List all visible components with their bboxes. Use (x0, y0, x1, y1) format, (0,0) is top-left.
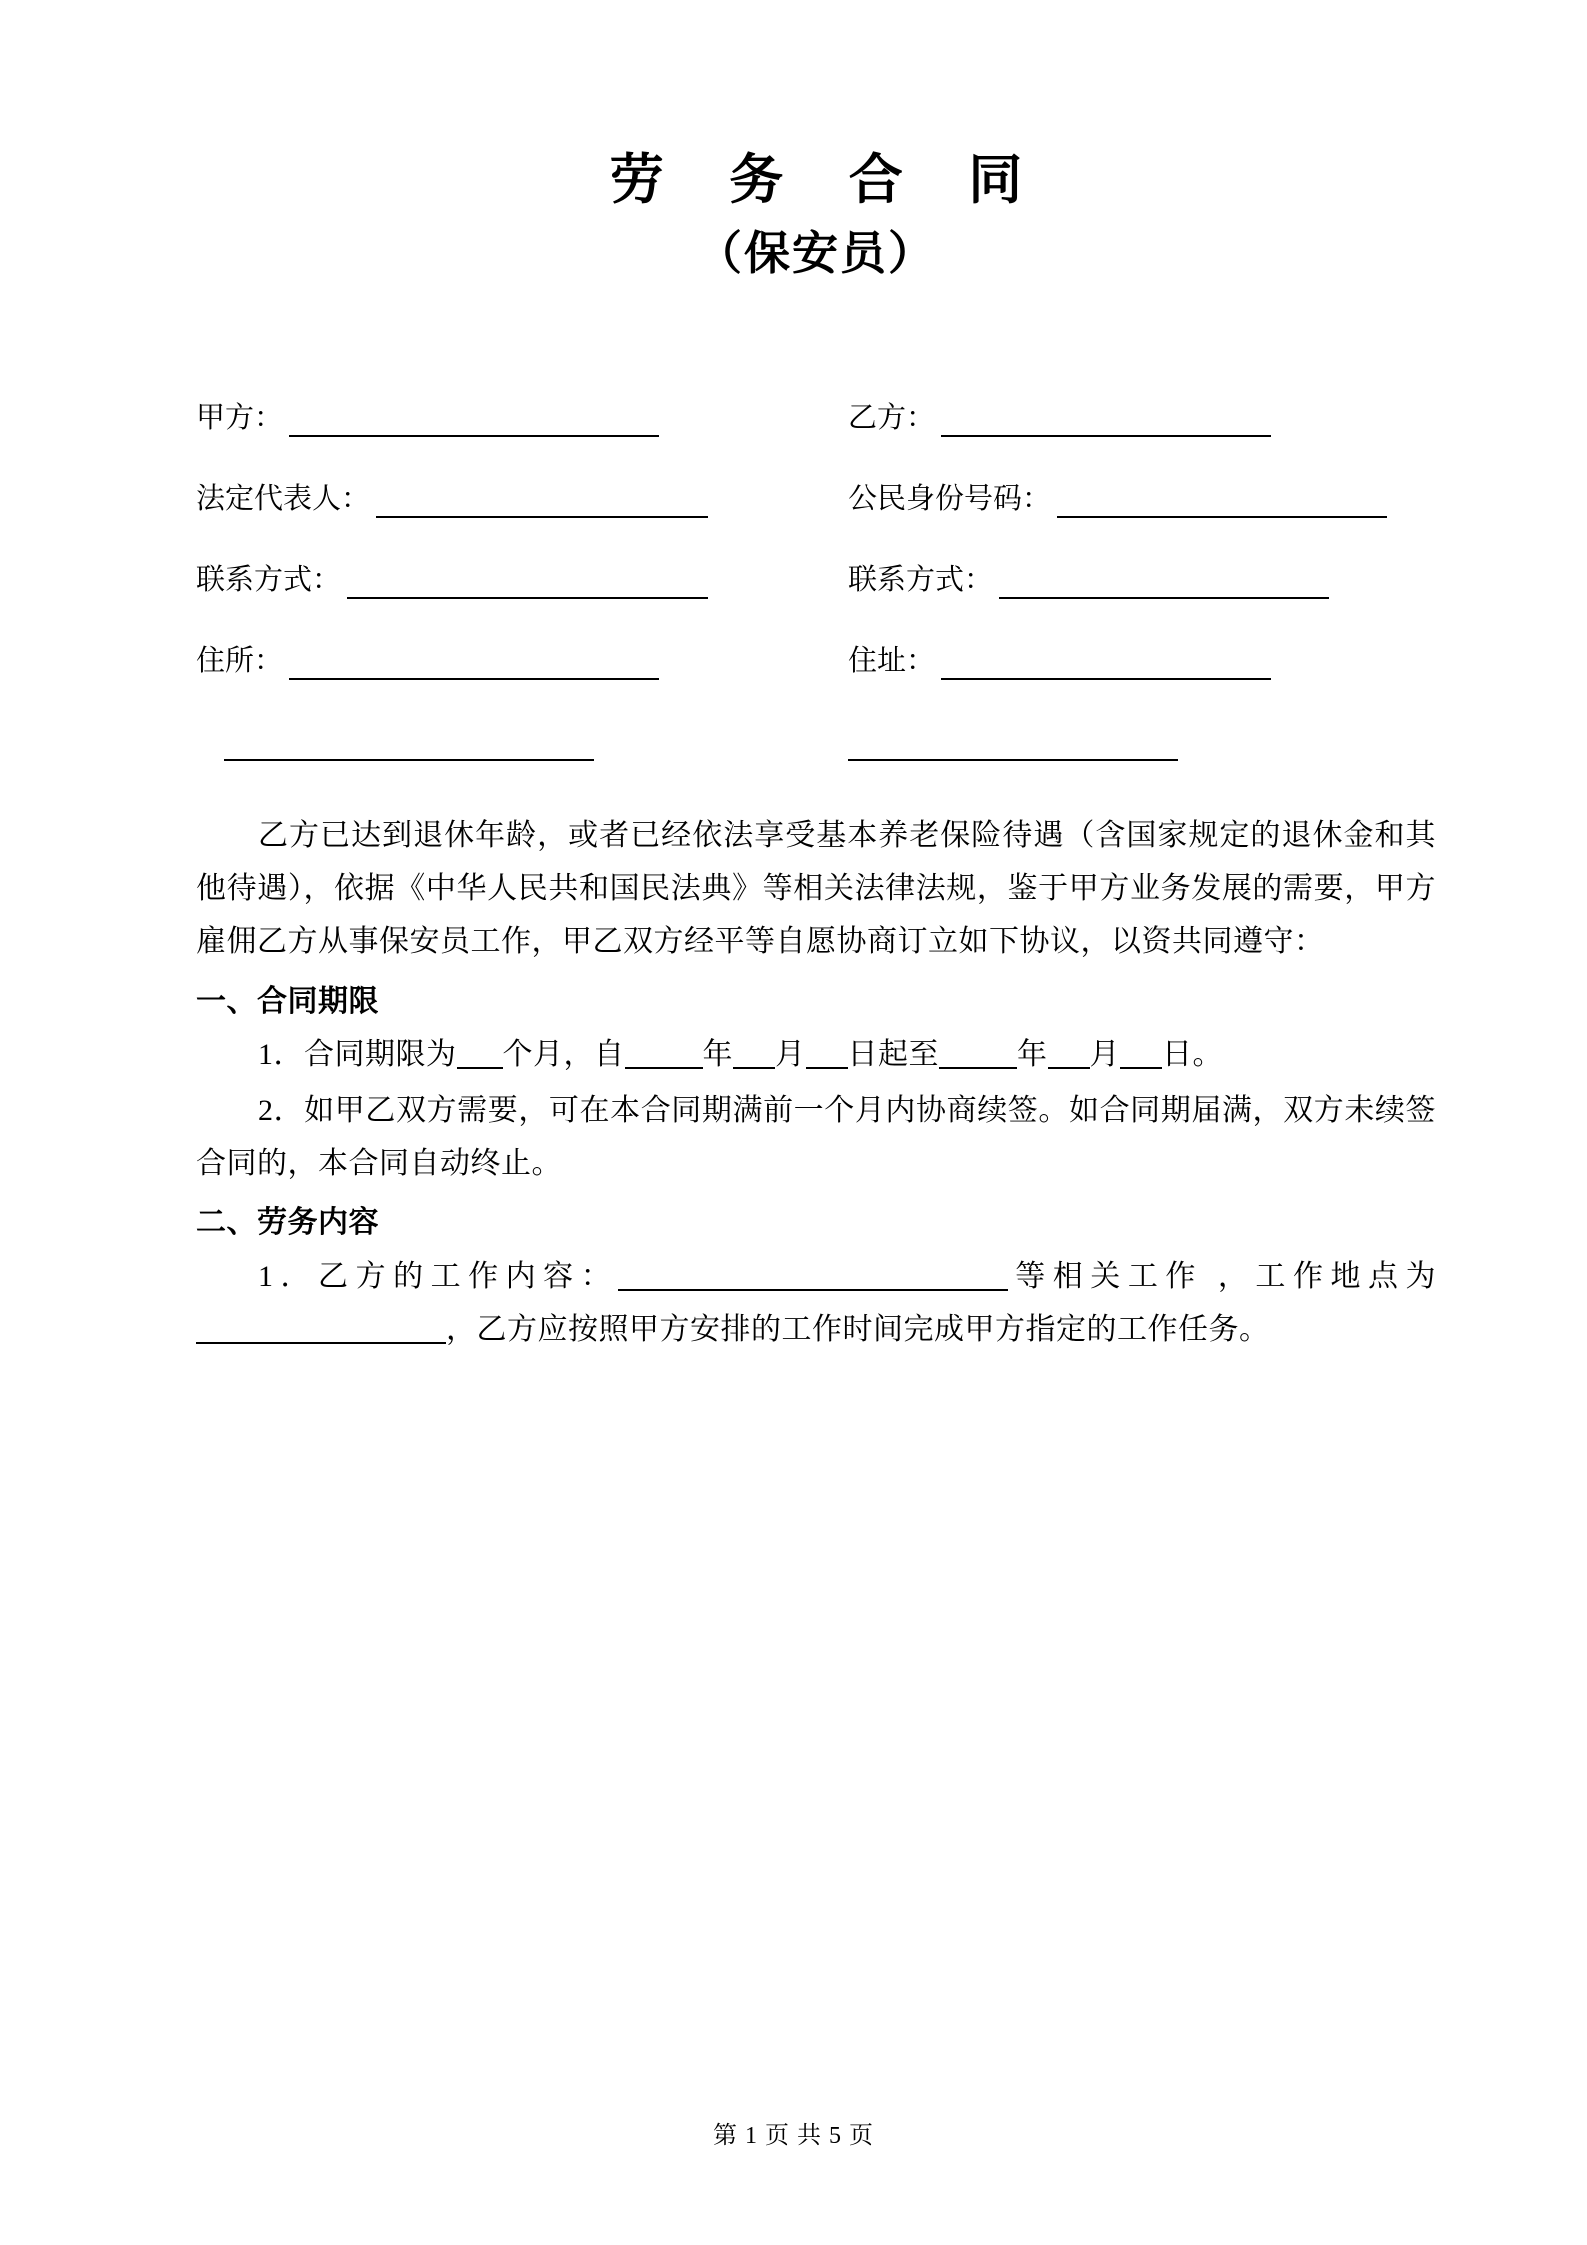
party-b-address-continuation-field (708, 729, 1436, 761)
party-a-legal-rep-label: 法定代表人： (196, 482, 371, 515)
party-b-contact-input-line[interactable] (999, 567, 1329, 599)
party-row (196, 518, 1436, 599)
clause-1-1-after-months: 个月，自 (502, 1038, 625, 1072)
clause-1-1-month1: 月 (775, 1038, 806, 1072)
clause-2-1 (196, 1250, 1436, 1357)
party-a-name-input-line[interactable] (289, 405, 659, 437)
document-body (196, 809, 1436, 1357)
party-row-continuation (196, 680, 1436, 761)
clause-1-1-day2: 日。 (1162, 1038, 1223, 1072)
party-b-address-label: 住址： (848, 644, 936, 677)
clause-1-1-day1: 日起至 (847, 1038, 939, 1072)
party-a-legal-rep-field (196, 482, 708, 518)
term-months-blank[interactable] (457, 1041, 503, 1069)
party-b-contact-field (708, 563, 1436, 599)
clause-1-2: 2．如甲乙双方需要，可在本合同期满前一个月内协商续签。如合同期届满，双方未续签合同的，本合同自动终止。 (196, 1093, 1436, 1181)
clause-2-1-suffix: ，乙方应按照甲方安排的工作时间完成甲方指定的工作任务。 (446, 1313, 1270, 1347)
clause-1-1-year2: 年 (1017, 1038, 1048, 1072)
party-b-id-number-input-line[interactable] (1057, 486, 1387, 518)
party-a-address-label: 住所： (196, 644, 284, 677)
end-month-blank[interactable] (1048, 1041, 1090, 1069)
start-day-blank[interactable] (806, 1041, 848, 1069)
party-b-address-input-line[interactable] (941, 648, 1271, 680)
page-content (196, 0, 1436, 1359)
document-subtitle: （保安员） (696, 227, 936, 279)
party-row (196, 599, 1436, 680)
end-year-blank[interactable] (939, 1041, 1017, 1069)
clause-1-1-month2: 月 (1089, 1038, 1120, 1072)
party-a-name-label: 甲方： (196, 401, 284, 434)
page-number-text: 第 1 页 共 5 页 (713, 2123, 874, 2149)
party-row (196, 437, 1436, 518)
party-b-id-number-field (708, 482, 1436, 518)
page-footer (0, 2115, 1587, 2150)
party-a-address-continuation-field (196, 729, 708, 761)
party-a-contact-label: 联系方式： (196, 563, 342, 596)
party-row (196, 356, 1436, 437)
party-a-legal-rep-input-line[interactable] (376, 486, 708, 518)
party-a-address-continuation-line[interactable] (224, 729, 594, 761)
document-title: 劳 务 合 同 (609, 150, 1049, 210)
clause-1-1-year1: 年 (702, 1038, 733, 1072)
clause-2-1-middle: 等相关工作 ，工作地点为 (1008, 1259, 1437, 1293)
party-a-name-field (196, 401, 708, 437)
party-a-contact-field (196, 563, 708, 599)
start-year-blank[interactable] (625, 1041, 703, 1069)
clause-2-1-prefix: 1．乙方的工作内容： (258, 1259, 619, 1293)
party-b-name-input-line[interactable] (941, 405, 1271, 437)
work-location-blank[interactable] (196, 1316, 446, 1344)
title-block (196, 148, 1436, 284)
party-information-block (196, 356, 1436, 761)
work-content-blank[interactable] (618, 1263, 1008, 1291)
party-b-id-number-label: 公民身份号码： (848, 482, 1052, 515)
party-a-address-field (196, 644, 708, 680)
section-heading-labor-content: 二、劳务内容 (196, 1206, 379, 1240)
party-a-contact-input-line[interactable] (347, 567, 708, 599)
party-b-address-field (708, 644, 1436, 680)
party-b-name-label: 乙方： (848, 401, 936, 434)
party-b-address-continuation-line[interactable] (848, 729, 1178, 761)
section-heading-contract-term: 一、合同期限 (196, 984, 379, 1018)
party-b-contact-label: 联系方式： (848, 563, 994, 596)
party-a-address-input-line[interactable] (289, 648, 659, 680)
end-day-blank[interactable] (1120, 1041, 1162, 1069)
clause-1-1 (196, 1028, 1436, 1081)
preamble-paragraph: 乙方已达到退休年龄，或者已经依法享受基本养老保险待遇（含国家规定的退休金和其他待遇），依据《中华人民共和国民法典》等相关法律法规，鉴于甲方业务发展的需要，甲方雇佣乙方从事保安员工作，甲乙双方经平等自愿协商订立如下协议，以资共同遵守： (196, 818, 1436, 959)
clause-1-1-prefix: 1．合同期限为 (258, 1038, 457, 1072)
party-b-name-field (708, 401, 1436, 437)
start-month-blank[interactable] (733, 1041, 775, 1069)
